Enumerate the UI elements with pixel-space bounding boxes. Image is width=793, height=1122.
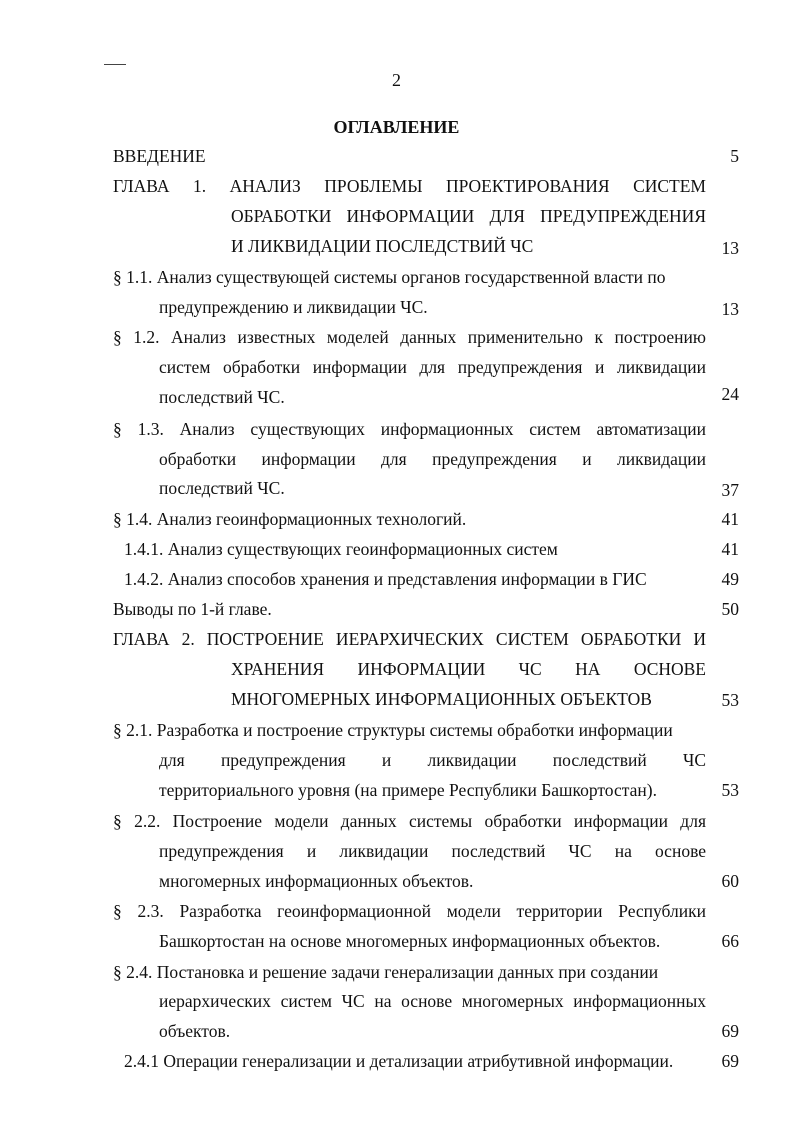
toc-page-number: 41 [721,539,739,559]
toc-entry-text: территориального уровня (на примере Республики Башкортостан). [159,780,657,800]
toc-entry-text: систем обработки информации для предупреждения и ликвидации [159,357,706,377]
toc-page-number: 13 [721,238,739,258]
page-number: 2 [392,70,401,90]
toc-entry-text: ГЛАВА 2. ПОСТРОЕНИЕ ИЕРАРХИЧЕСКИХ СИСТЕМ ОБРАБОТКИ И [113,629,706,649]
scan-mark [104,64,126,65]
toc-page-number: 50 [721,599,739,619]
toc-page-number: 66 [721,931,739,951]
toc-page-number: 5 [730,146,739,166]
toc-page-number: 60 [721,871,739,891]
toc-entry-text: последствий ЧС. [159,478,285,498]
toc-page-number: 69 [721,1051,739,1071]
toc-entry-text: обработки информации для предупреждения и ликвидации [159,449,706,469]
toc-entry-text: последствий ЧС. [159,387,285,407]
toc-entry-text: § 2.2. Построение модели данных системы обработки информации для [113,811,706,831]
toc-entry-text: предупреждения и ликвидации последствий ЧС на основе [159,841,706,861]
toc-entry-text: 2.4.1 Операции генерализации и детализации атрибутивной информации. [124,1051,674,1071]
toc-page-number: 41 [721,509,739,529]
toc-entry-text: § 1.2. Анализ известных моделей данных применительно к построению [113,327,706,347]
toc-entry-text: 1.4.2. Анализ способов хранения и представления информации в ГИС [124,569,647,589]
toc-entry-text: объектов. [159,1021,231,1041]
toc-entry-text: Башкортостан на основе многомерных информационных объектов. [159,931,661,951]
toc-page-number: 37 [721,480,739,500]
toc-page-number: 49 [721,569,739,589]
toc-page-number: 13 [721,299,739,319]
toc-entry-text: Выводы по 1-й главе. [113,599,272,619]
toc-entry-text: ОБРАБОТКИ ИНФОРМАЦИИ ДЛЯ ПРЕДУПРЕЖДЕНИЯ [231,206,706,226]
toc-entry-text: для предупреждения и ликвидации последствий ЧС [159,750,706,770]
toc-entry-text: МНОГОМЕРНЫХ ИНФОРМАЦИОННЫХ ОБЪЕКТОВ [231,689,652,709]
toc-page-number: 53 [721,690,739,710]
toc-entry-text: многомерных информационных объектов. [159,871,474,891]
toc-page-number: 24 [721,384,739,404]
toc-entry-text: § 2.4. Постановка и решение задачи генерализации данных при создании [113,962,659,982]
toc-entry-text: § 1.4. Анализ геоинформационных технологий. [113,509,467,529]
toc-entry-text: иерархических систем ЧС на основе многомерных информационных [159,991,706,1011]
toc-entry-text: ГЛАВА 1. АНАЛИЗ ПРОБЛЕМЫ ПРОЕКТИРОВАНИЯ СИСТЕМ [113,176,706,196]
toc-entry-text: И ЛИКВИДАЦИИ ПОСЛЕДСТВИЙ ЧС [231,236,534,256]
toc-entry-text: предупреждению и ликвидации ЧС. [159,297,428,317]
toc-entry-text: 1.4.1. Анализ существующих геоинформационных систем [124,539,558,559]
toc-entry-text: § 2.1. Разработка и построение структуры системы обработки информации [113,720,673,740]
toc-entry-text: § 1.1. Анализ существующей системы органов государственной власти по [113,267,666,287]
toc-page-number: 53 [721,780,739,800]
toc-entry-text: ХРАНЕНИЯ ИНФОРМАЦИИ ЧС НА ОСНОВЕ [231,659,706,679]
toc-title: ОГЛАВЛЕНИЕ [333,117,460,137]
toc-entry-text: ВВЕДЕНИЕ [113,146,206,166]
toc-entry-text: § 1.3. Анализ существующих информационных систем автоматизации [113,419,706,439]
toc-entry-text: § 2.3. Разработка геоинформационной модели территории Республики [113,901,706,921]
toc-page-number: 69 [721,1021,739,1041]
